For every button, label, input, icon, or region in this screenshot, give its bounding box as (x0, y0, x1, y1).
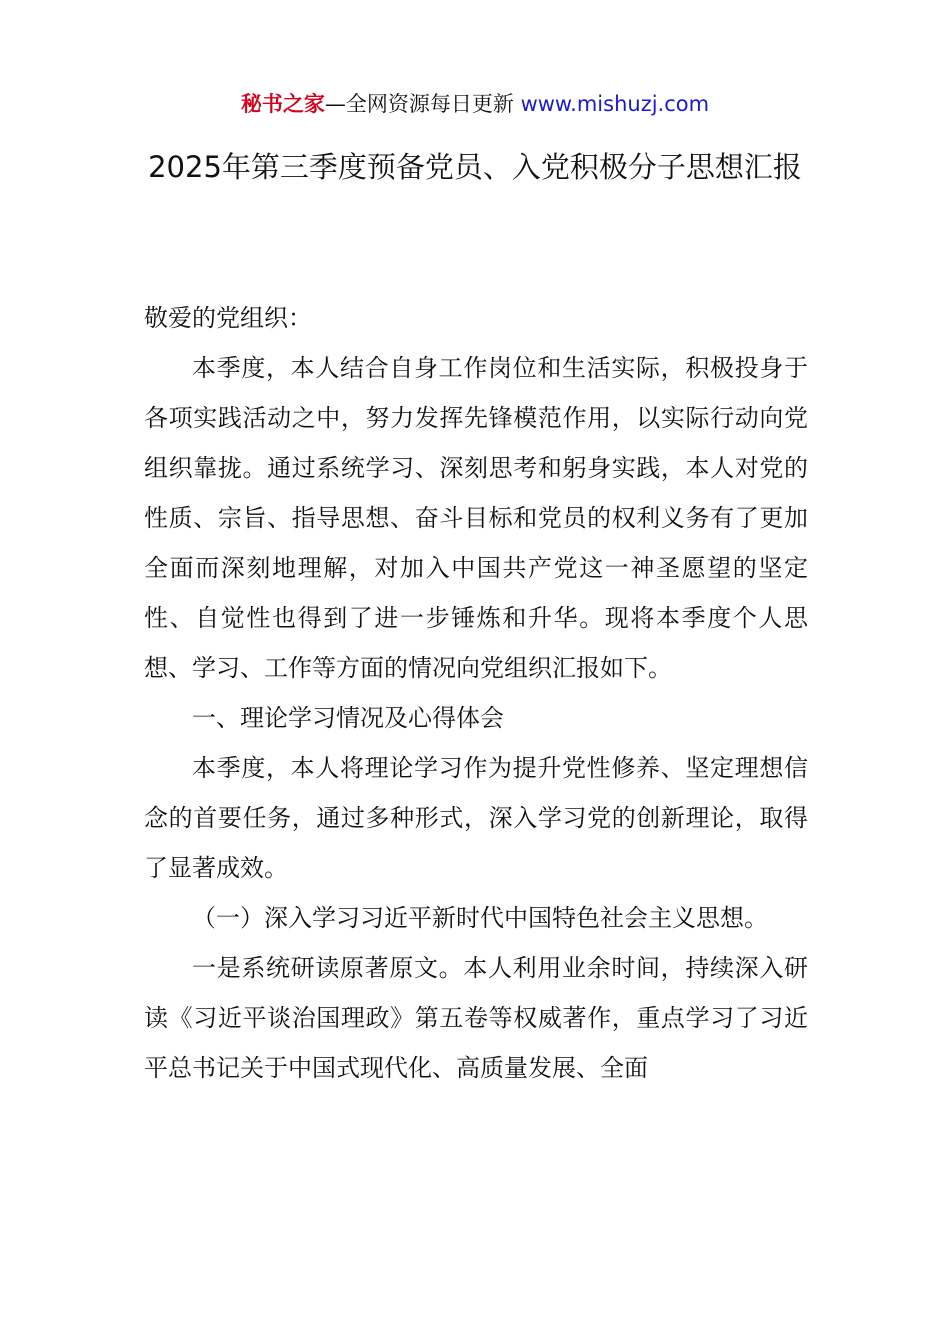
paragraph-intro: 本季度，本人结合自身工作岗位和生活实际，积极投身于各项实践活动之中，努力发挥先锋模范作用，以实际行动向党组织靠拢。通过系统学习、深刻思考和躬身实践，本人对党的性质、宗旨、指导思想、奋斗目标和党员的权利义务有了更加全面而深刻地理解，对加入中国共产党这一神圣愿望的坚定性、自觉性也得到了进一步锤炼和升华。现将本季度个人思想、学习、工作等方面的情况向党组织汇报如下。 (144, 354, 808, 682)
subsection-heading-1: （一）深入学习习近平新时代中国特色社会主义思想。 (192, 904, 768, 932)
brand-name: 秘书之家 (240, 92, 325, 116)
document-body (144, 293, 808, 1093)
site-url-link[interactable]: www.mishuzj.com (520, 92, 710, 116)
site-header (0, 86, 950, 122)
salutation: 敬爱的党组织： (144, 304, 312, 332)
paragraph-section-1-intro: 本季度，本人将理论学习作为提升党性修养、坚定理想信念的首要任务，通过多种形式，深入学习党的创新理论，取得了显著成效。 (144, 754, 808, 882)
document-title: 2025年第三季度预备党员、入党积极分子思想汇报 (148, 150, 802, 184)
header-slogan: —全网资源每日更新 (324, 92, 514, 116)
paragraph-subsection-1-point-1: 一是系统研读原著原文。本人利用业余时间，持续深入研读《习近平谈治国理政》第五卷等权威著作，重点学习了习近平总书记关于中国式现代化、高质量发展、全面 (144, 954, 808, 1082)
section-heading-1: 一、理论学习情况及心得体会 (192, 704, 504, 732)
